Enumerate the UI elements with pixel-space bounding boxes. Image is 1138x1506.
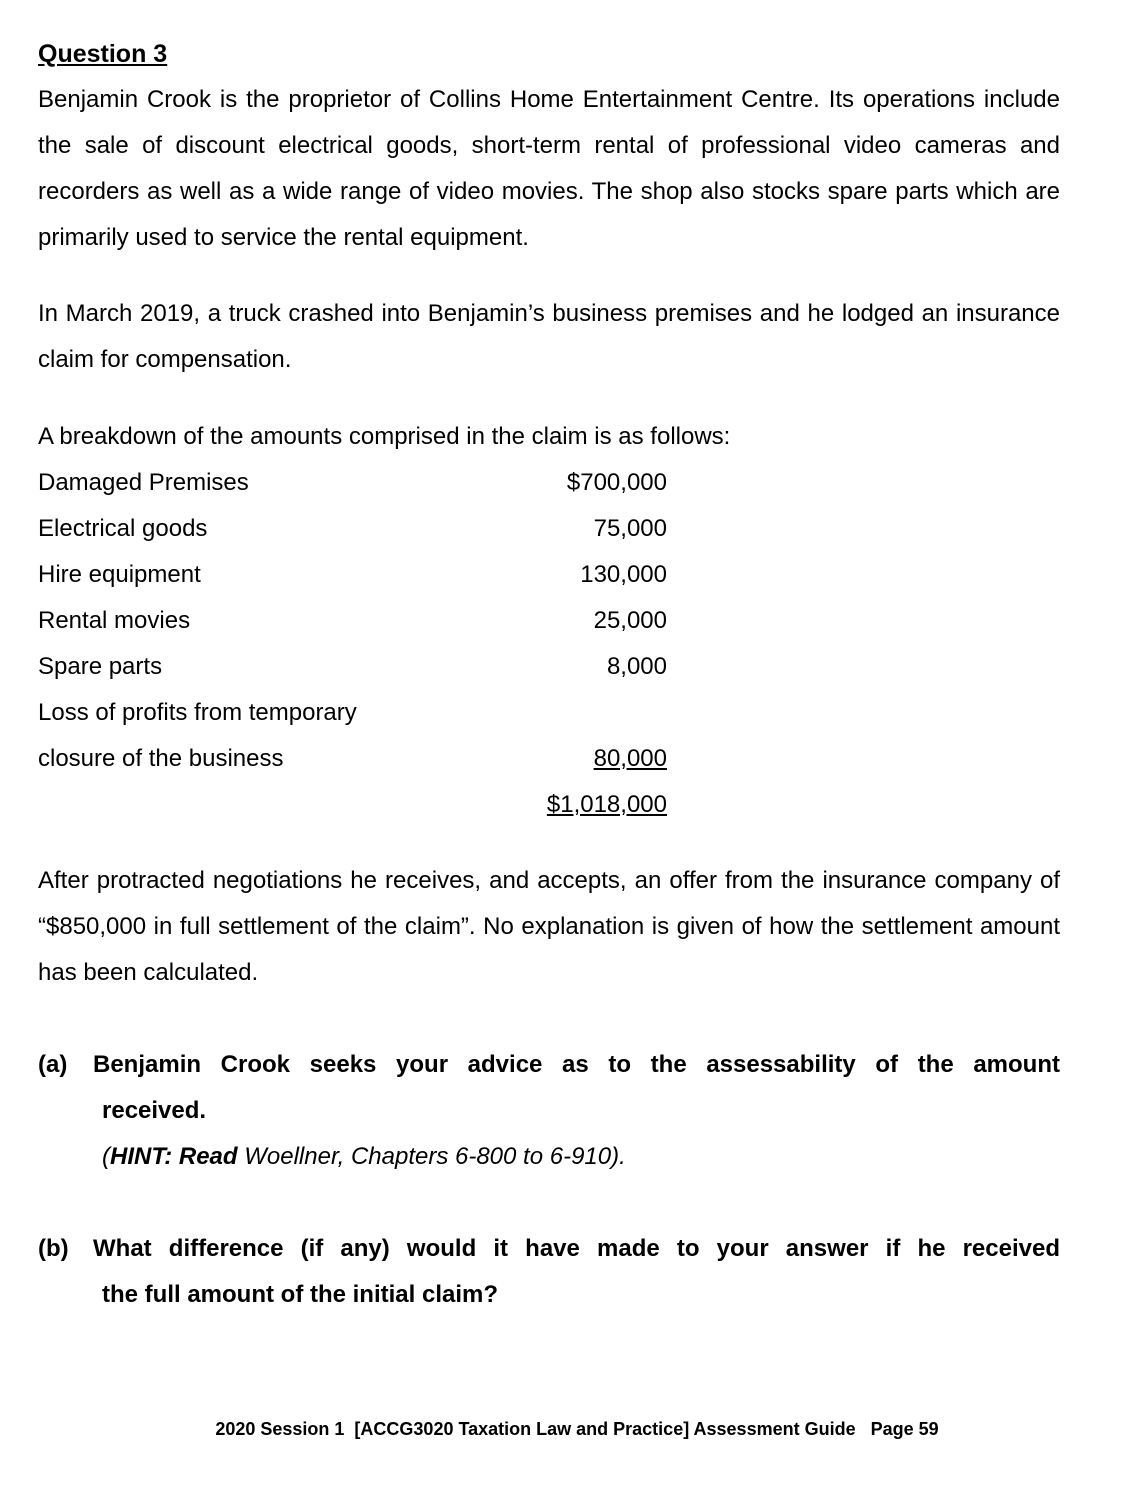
hint-open-paren: ( [102,1143,110,1170]
hint-reference: Woellner, Chapters 6-800 to 6-910). [237,1143,626,1170]
breakdown-intro: A breakdown of the amounts comprised in the claim is as follows: [38,423,731,450]
claim-item-label: Electrical goods [38,515,208,542]
question-a-line1: Benjamin Crook seeks your advice as to the assessability of the amount [93,1051,1060,1078]
claim-item-label: Loss of profits from temporary [38,699,357,726]
claim-item-amount: 25,000 [593,607,667,634]
intro-paragraph: Benjamin Crook is the proprietor of Collins Home Entertainment Centre. Its operations include the sale of discount electrical goods, short-term rental of professional video cameras and recorders as well as a wide range of video movies. The shop also stocks spare parts which are primarily used to service the rental equipment. [38,86,1060,251]
incident-paragraph: In March 2019, a truck crashed into Benjamin’s business premises and he lodged an insurance claim for compensation. [38,300,1060,373]
hint-label: HINT: Read [110,1143,238,1170]
claim-item-label: Damaged Premises [38,469,249,496]
claim-item-label: Hire equipment [38,561,201,588]
claim-item-amount: $700,000 [566,469,667,496]
question-a-hint [102,1134,626,1180]
question-b-line1: What difference (if any) would it have made to your answer if he received [93,1235,1060,1262]
claim-item-amount: 75,000 [593,515,667,542]
page-footer: 2020 Session 1 [ACCG3020 Taxation Law and Practice] Assessment Guide Page 59 [215,1419,939,1439]
claim-item-label: Spare parts [38,653,163,680]
settlement-paragraph: After protracted negotiations he receives, and accepts, an offer from the insurance company of “$850,000 in full settlement of the claim”. No explanation is given of how the settlement amount has been calculated. [38,867,1060,986]
claim-item-amount: 8,000 [606,653,667,680]
claim-total: $1,018,000 [546,791,667,818]
question-heading: Question 3 [38,40,168,68]
claim-item-label: closure of the business [38,745,284,772]
question-b-line2: the full amount of the initial claim? [102,1281,499,1308]
question-b-marker: (b) [38,1235,69,1262]
question-a-marker: (a) [38,1051,68,1078]
claim-item-amount: 80,000 [593,745,667,772]
claim-item-amount: 130,000 [580,561,667,588]
question-a-line2: received. [102,1097,207,1124]
claim-item-label: Rental movies [38,607,191,634]
